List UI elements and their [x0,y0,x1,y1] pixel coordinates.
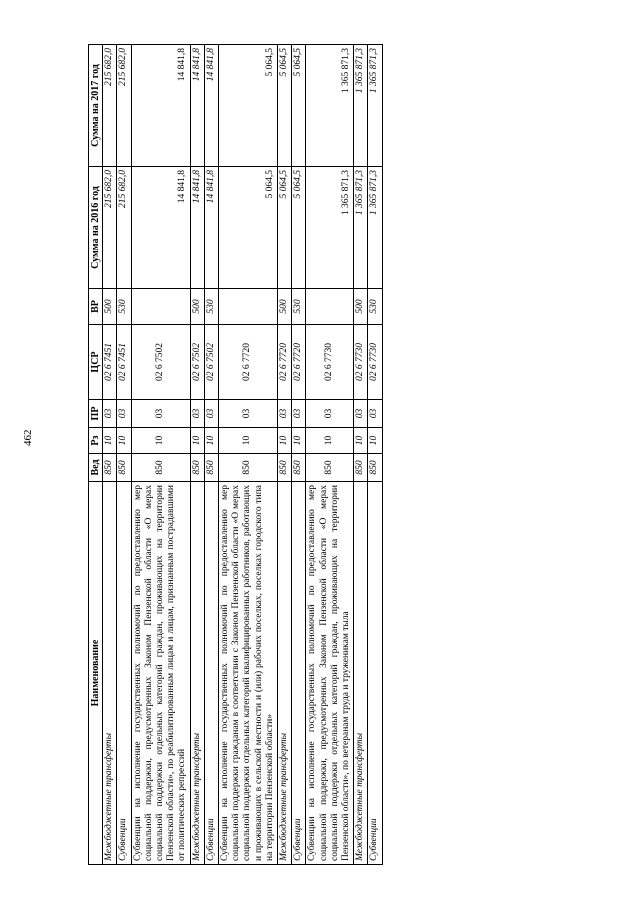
cell-vr: 530 [117,289,131,325]
cell-sum-2016: 5 064,5 [219,167,278,289]
cell-sum-2017: 1 365 871,3 [368,45,382,167]
cell-sum-2016: 1 365 871,3 [306,167,354,289]
cell-pr: 03 [204,400,218,428]
cell-ved: 850 [368,454,382,482]
cell-vr [131,289,190,325]
table-row [278,45,292,865]
cell-sum-2017: 14 841,8 [204,45,218,167]
cell-sum-2016: 215 682,0 [103,167,117,289]
cell-csr: 02 6 7720 [219,325,278,400]
cell-name: Субвенции на исполнение государственных полномочий по предоставлению мер социальной поддержки, предусмотренных Законом Пензенской области «О мерах социальной поддержки отдельных категорий граждан, проживающих на территории Пензенской области», по реабилитированным лицам и лицам, признанным пострадавшими от политических репрессий [131,482,190,865]
cell-ved: 850 [204,454,218,482]
cell-sum-2016: 1 365 871,3 [368,167,382,289]
table-row [103,45,117,865]
cell-name: Субвенции [292,482,306,865]
cell-pr: 03 [278,400,292,428]
header-sum-2016: Сумма на 2016 год [89,167,103,289]
cell-vr: 500 [190,289,204,325]
cell-ved: 850 [278,454,292,482]
header-ved: Вед [89,454,103,482]
table-row [131,45,190,865]
cell-vr: 530 [368,289,382,325]
cell-rz: 10 [292,428,306,454]
cell-name: Субвенции [204,482,218,865]
cell-sum-2016: 14 841,8 [204,167,218,289]
table-header-row [89,45,103,865]
cell-csr: 02 6 7720 [292,325,306,400]
cell-pr: 03 [190,400,204,428]
cell-csr: 02 6 7730 [306,325,354,400]
cell-ved: 850 [117,454,131,482]
cell-rz: 10 [117,428,131,454]
cell-sum-2017: 215 682,0 [103,45,117,167]
cell-sum-2016: 5 064,5 [292,167,306,289]
cell-rz: 10 [190,428,204,454]
cell-ved: 850 [131,454,190,482]
table-row [117,45,131,865]
cell-csr: 02 6 7451 [103,325,117,400]
cell-csr: 02 6 7502 [204,325,218,400]
table-row [306,45,354,865]
cell-name: Межбюджетные трансферты [278,482,292,865]
cell-rz: 10 [204,428,218,454]
table-row [292,45,306,865]
cell-sum-2017: 1 365 871,3 [354,45,368,167]
cell-sum-2017: 5 064,5 [219,45,278,167]
cell-ved: 850 [354,454,368,482]
cell-rz: 10 [354,428,368,454]
header-vr: ВР [89,289,103,325]
cell-csr: 02 6 7502 [190,325,204,400]
cell-sum-2016: 1 365 871,3 [354,167,368,289]
table-row [219,45,278,865]
cell-pr: 03 [219,400,278,428]
cell-sum-2016: 215 682,0 [117,167,131,289]
cell-sum-2017: 14 841,8 [190,45,204,167]
cell-sum-2016: 14 841,8 [190,167,204,289]
header-name: Наименование [89,482,103,865]
cell-vr: 530 [292,289,306,325]
table-row [190,45,204,865]
cell-rz: 10 [306,428,354,454]
cell-sum-2017: 5 064,5 [278,45,292,167]
cell-pr: 03 [103,400,117,428]
cell-sum-2016: 14 841,8 [131,167,190,289]
cell-csr: 02 6 7502 [131,325,190,400]
cell-pr: 03 [368,400,382,428]
cell-name: Межбюджетные трансферты [354,482,368,865]
cell-sum-2017: 215 682,0 [117,45,131,167]
cell-csr: 02 6 7451 [117,325,131,400]
cell-vr [306,289,354,325]
cell-vr: 500 [354,289,368,325]
cell-pr: 03 [306,400,354,428]
cell-rz: 10 [278,428,292,454]
header-rz: Рз [89,428,103,454]
cell-pr: 03 [117,400,131,428]
table-row [204,45,218,865]
header-sum-2017: Сумма на 2017 год [89,45,103,167]
cell-pr: 03 [354,400,368,428]
cell-pr: 03 [131,400,190,428]
page-number: 462 [22,429,34,446]
cell-name: Межбюджетные трансферты [190,482,204,865]
cell-name: Субвенции на исполнение государственных полномочий по предоставлению мер социальной поддержки гражданам в соответствии с Законом Пензенской области «О мерах социальной поддержки отдельных категорий квалифицированных работников, работающих и проживающих в сельской местности и (или) рабочих поселках, поселках городского типа на территории Пензенской области» [219,482,278,865]
cell-name: Межбюджетные трансферты [103,482,117,865]
cell-csr: 02 6 7730 [368,325,382,400]
cell-ved: 850 [306,454,354,482]
cell-csr: 02 6 7720 [278,325,292,400]
cell-csr: 02 6 7730 [354,325,368,400]
cell-sum-2016: 5 064,5 [278,167,292,289]
cell-sum-2017: 5 064,5 [292,45,306,167]
header-pr: ПР [89,400,103,428]
cell-name: Субвенции [368,482,382,865]
cell-rz: 10 [131,428,190,454]
budget-table [88,44,383,865]
cell-ved: 850 [190,454,204,482]
table-row [354,45,368,865]
cell-rz: 10 [219,428,278,454]
cell-vr: 500 [278,289,292,325]
cell-name: Субвенции [117,482,131,865]
cell-vr: 530 [204,289,218,325]
cell-ved: 850 [103,454,117,482]
cell-vr [219,289,278,325]
cell-name: Субвенции на исполнение государственных полномочий по предоставлению мер социальной поддержки, предусмотренных Законом Пензенской области «О мерах социальной поддержки отдельных категорий граждан, проживающих на территории Пензенской области», по ветеранам труда и труженикам тыла [306,482,354,865]
cell-ved: 850 [292,454,306,482]
cell-sum-2017: 1 365 871,3 [306,45,354,167]
cell-rz: 10 [368,428,382,454]
cell-rz: 10 [103,428,117,454]
header-csr: ЦСР [89,325,103,400]
cell-sum-2017: 14 841,8 [131,45,190,167]
cell-vr: 500 [103,289,117,325]
cell-ved: 850 [219,454,278,482]
cell-pr: 03 [292,400,306,428]
table-row [368,45,382,865]
